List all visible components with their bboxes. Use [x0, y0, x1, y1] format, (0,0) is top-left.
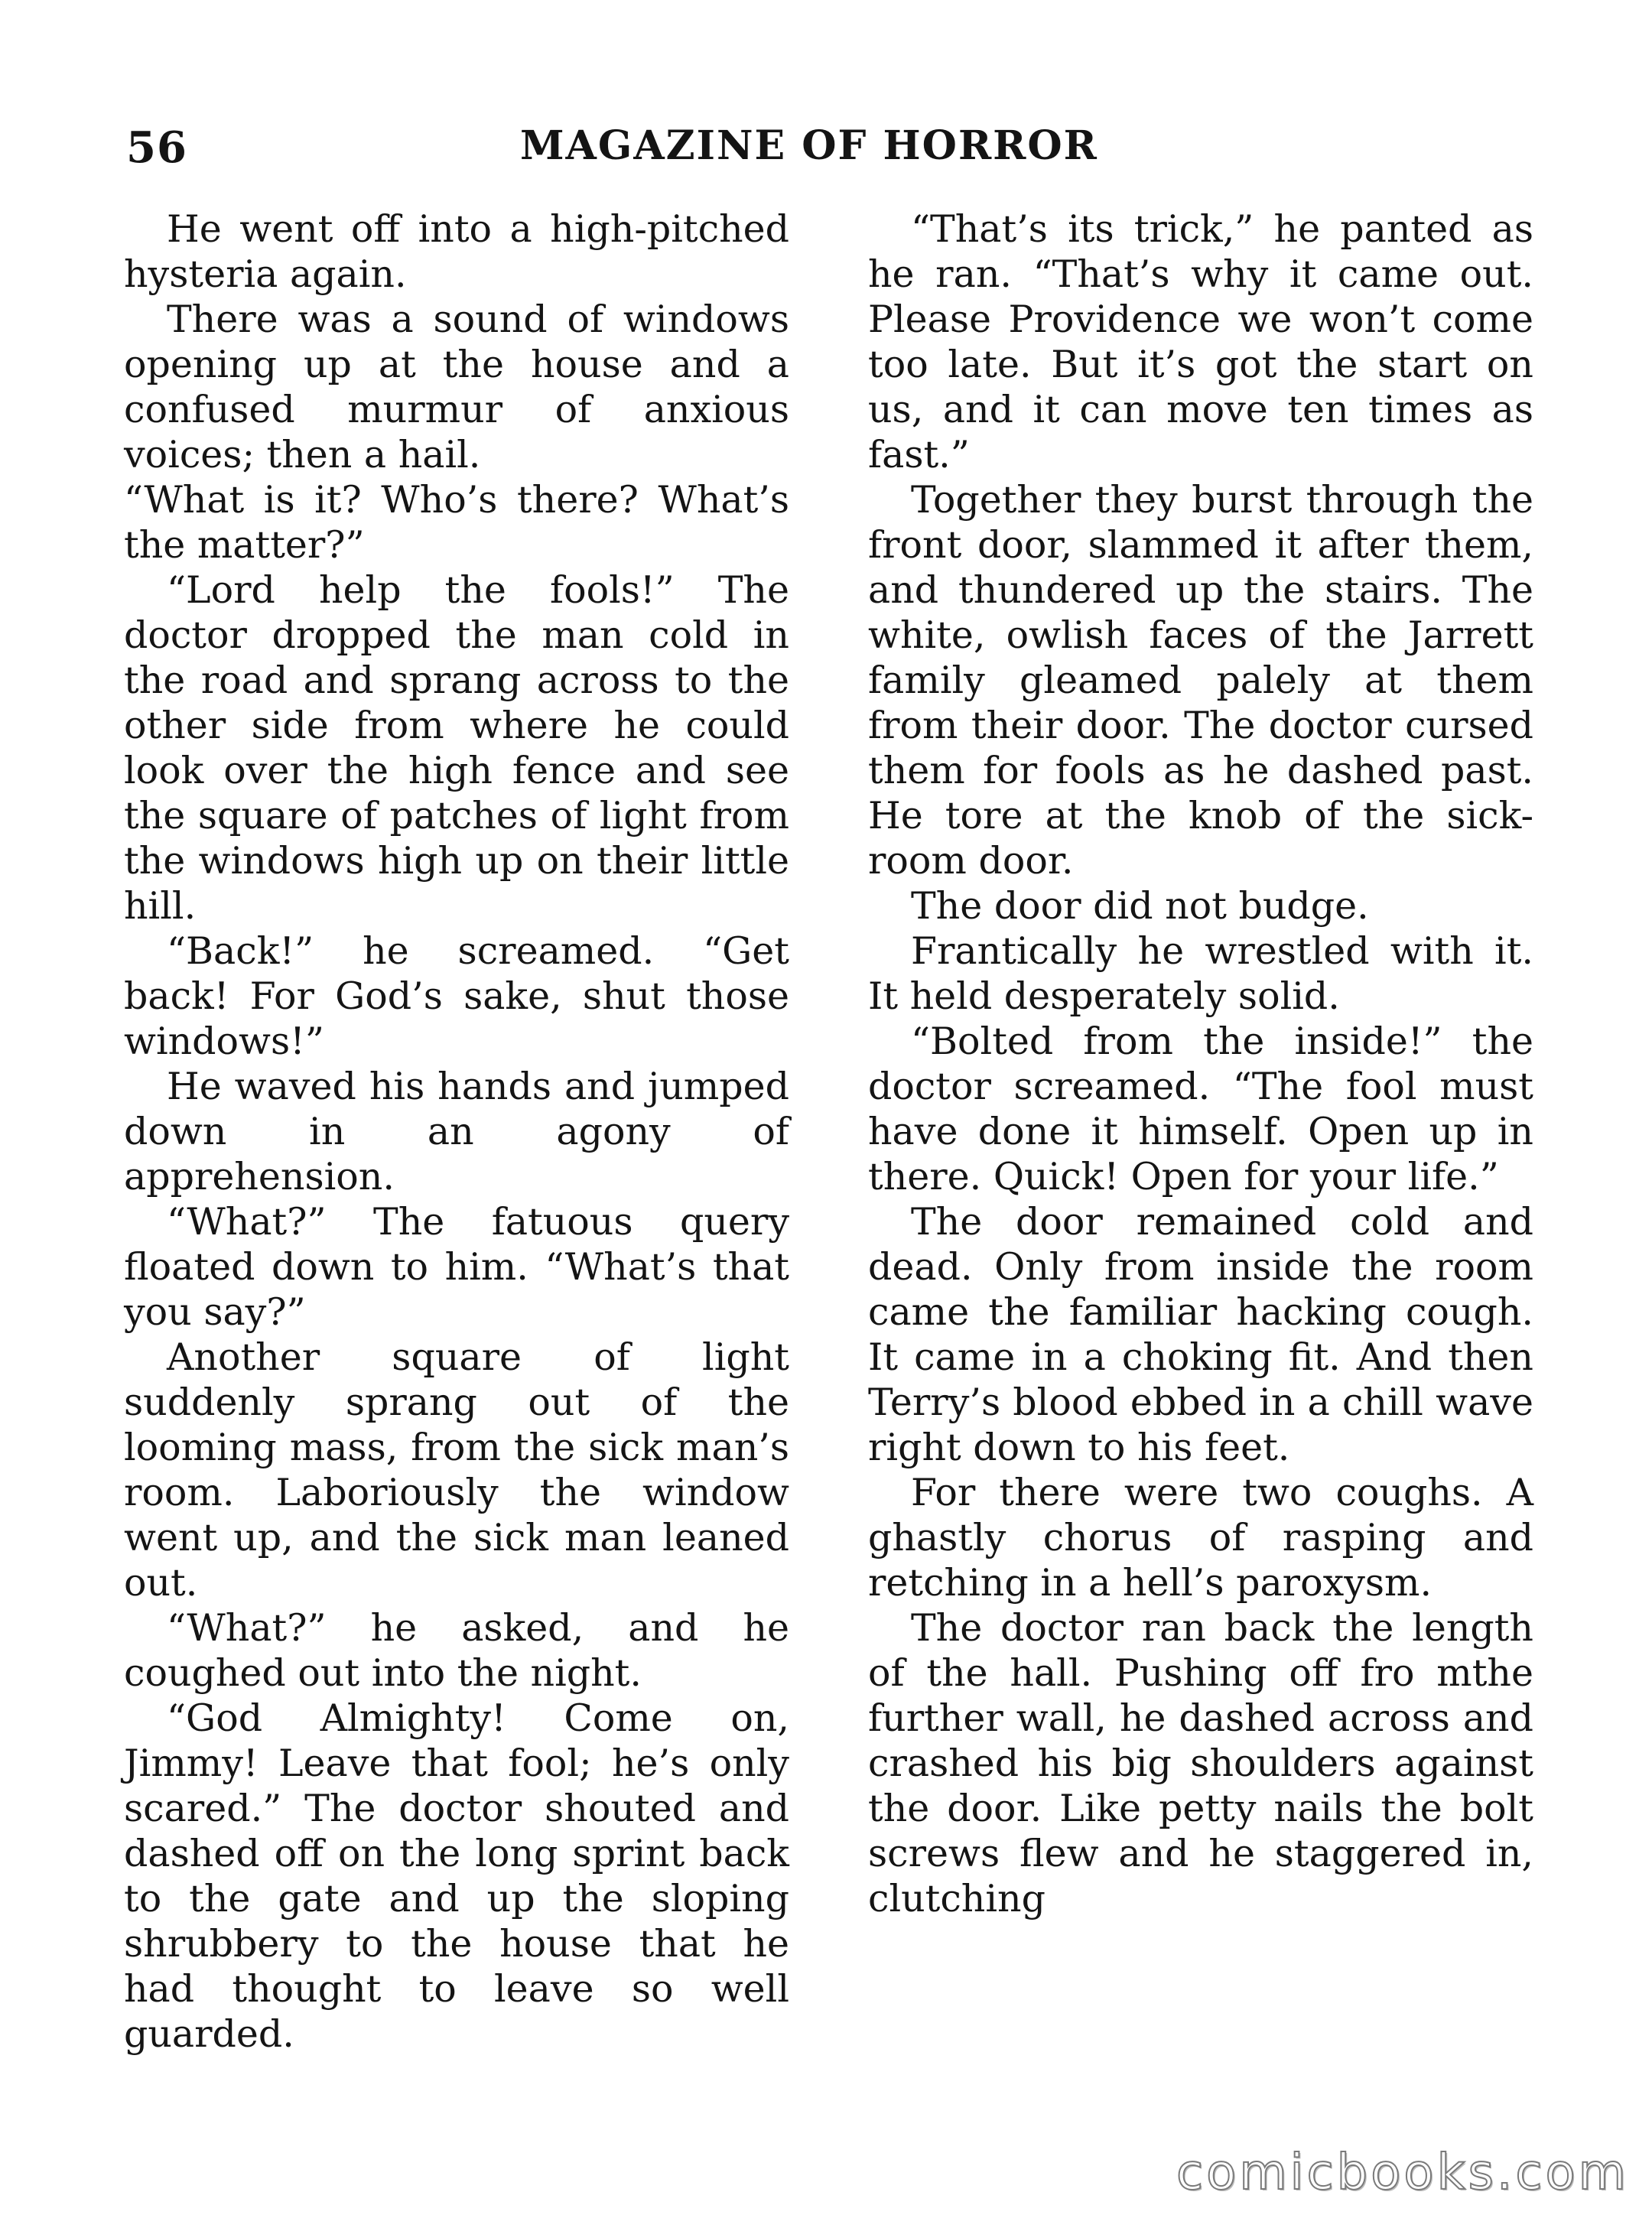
paragraph: The door remained cold and dead. Only from inside the room came the familiar hacking cough. It came in a choking fit. And then Terry’s blood ebbed in a chill wave right down to his feet.: [868, 1200, 1533, 1469]
paragraph: He went off into a high-pitched hysteria again.: [124, 207, 789, 296]
paragraph: The door did not budge.: [911, 884, 1369, 928]
left-column: [124, 207, 789, 2057]
paragraph: “Lord help the fools!” The doctor dropped the man cold in the road and sprang across to the other side from where he could look over the high fence and see the square of patches of light from the windows high up on their little hill.: [124, 568, 789, 928]
paragraph: “Bolted from the inside!” the doctor screamed. “The fool must have done it himself. Open up in there. Quick! Open for your life.”: [868, 1020, 1533, 1198]
paragraph: “What?” The fatuous query floated down to him. “What’s that you say?”: [124, 1200, 789, 1334]
paragraph: “What?” he asked, and he coughed out into the night.: [124, 1606, 789, 1695]
paragraph: “Back!” he screamed. “Get back! For God’s sake, shut those windows!”: [124, 929, 789, 1063]
paragraph: Another square of light suddenly sprang out of the looming mass, from the sick man’s room. Laboriously the window went up, and the sick man leaned out.: [124, 1335, 789, 1605]
paragraph: Together they burst through the front door, slammed it after them, and thundered up the stairs. The white, owlish faces of the Jarrett family gleamed palely at them from their door. The doctor cursed them for fools as he dashed past. He tore at the knob of the sick-room door.: [868, 478, 1533, 883]
page-header: [126, 122, 1541, 184]
paragraph: For there were two coughs. A ghastly chorus of rasping and retching in a hell’s paroxysm.: [868, 1471, 1533, 1605]
paragraph: The doctor ran back the length of the hall. Pushing off fro mthe further wall, he dashed across and crashed his big shoulders against the door. Like petty nails the bolt screws flew and he staggered in, clutching: [868, 1606, 1533, 1920]
paragraph: “What is it? Who’s there? What’s the matter?”: [124, 478, 789, 567]
paragraph: Frantically he wrestled with it. It held desperately solid.: [868, 929, 1533, 1018]
paragraph: He waved his hands and jumped down in an agony of apprehension.: [124, 1065, 789, 1198]
right-column: [868, 207, 1533, 1921]
paragraph: “God Almighty! Come on, Jimmy! Leave that fool; he’s only scared.” The doctor shouted and dashed off on the long sprint back to the gate and up the sloping shrubbery to the house that he had thought to leave so well guarded.: [124, 1696, 789, 2056]
watermark-logo: comicbooks.com: [1176, 2145, 1629, 2201]
running-title: MAGAZINE OF HORROR: [520, 122, 1098, 169]
page-number: 56: [126, 122, 187, 173]
paragraph: “That’s its trick,” he panted as he ran. “That’s why it came out. Please Providence we won’t come too late. But it’s got the start on us, and it can move ten times as fast.”: [868, 207, 1533, 476]
paragraph: There was a sound of windows opening up at the house and a confused murmur of anxious voices; then a hail.: [124, 298, 789, 476]
